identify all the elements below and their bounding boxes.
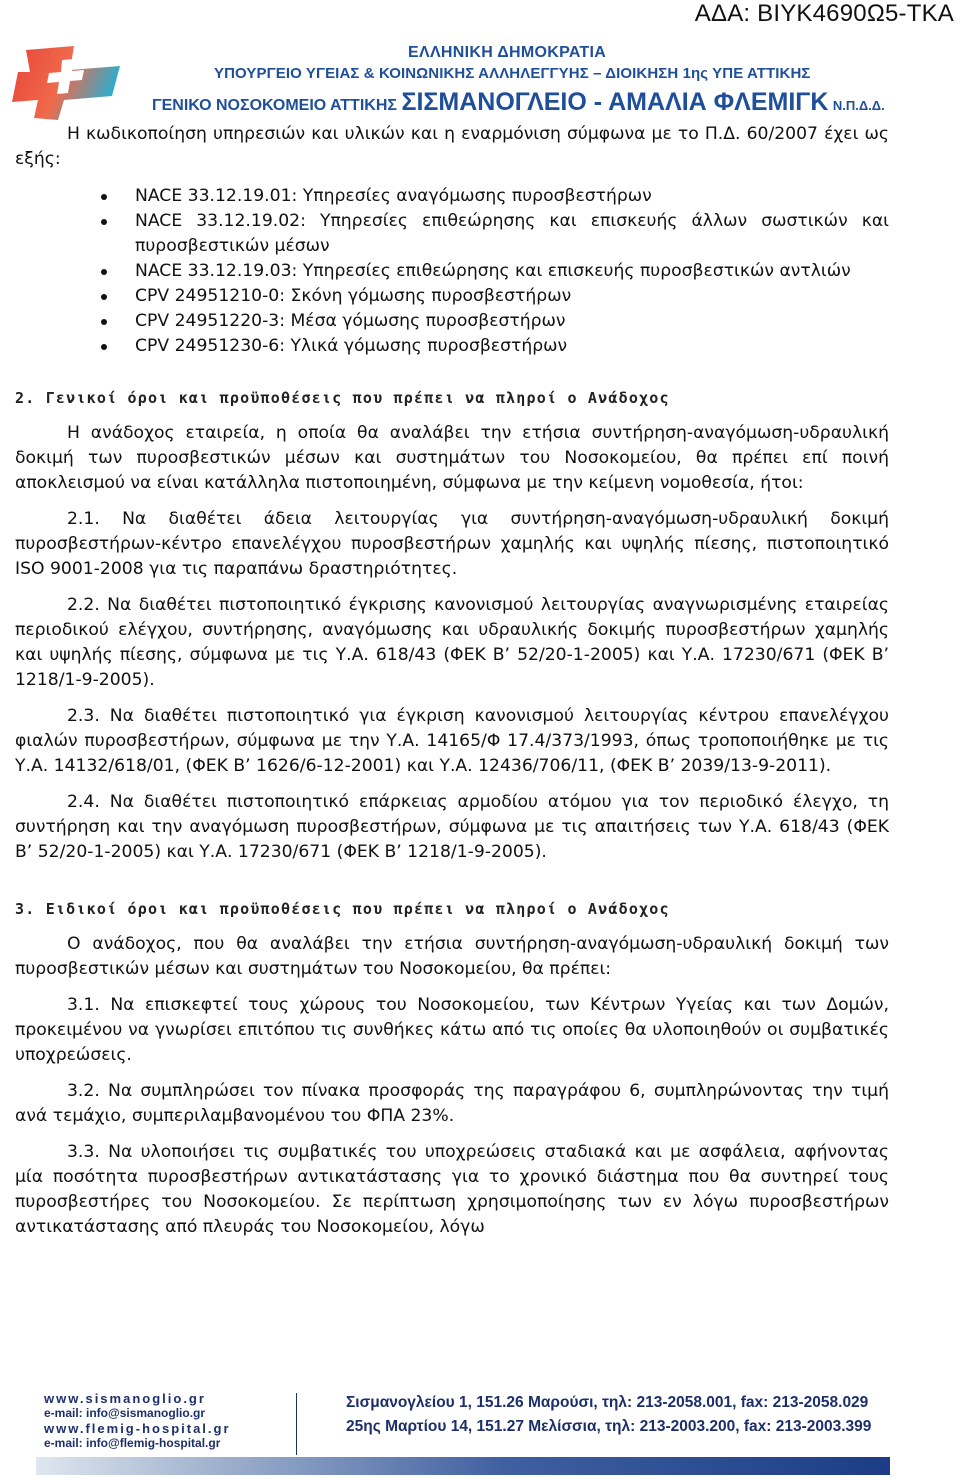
footer-bar <box>36 1457 890 1475</box>
section-3-intro: Ο ανάδοχος, που θα αναλάβει την ετήσια συντήρηση-αναγόμωση-υδραυλική δοκιμή των πυροσβεστικών μέσων και συστημάτων του Νοσοκομείου, θα πρέπει: <box>15 934 889 979</box>
list-item: NACE 33.12.19.03: Υπηρεσίες επιθεώρησης και επισκευής πυροσβεστικών αντλιών <box>135 259 889 284</box>
header-hospital <box>152 88 885 117</box>
section-2-heading: 2. Γενικοί όροι και προϋποθέσεις που πρέπει να πληροί ο Ανάδοχος <box>15 389 670 407</box>
footer-address-melissia: 25ης Μαρτίου 14, 151.27 Μελίσσια, τηλ: 213-2003.200, fax: 213-2003.399 <box>346 1418 872 1435</box>
header-ministry: ΥΠΟΥΡΓΕΙΟ ΥΓΕΙΑΣ & ΚΟΙΝΩΝΙΚΗΣ ΑΛΛΗΛΕΓΓΥΗΣ – ΔΙΟΙΚΗΣΗ 1ης ΥΠΕ ΑΤΤΙΚΗΣ <box>214 65 811 82</box>
section-3-item: 3.2. Να συμπληρώσει τον πίνακα προσφοράς της παραγράφου 6, συμπληρώνοντας την τιμή ανά τεμάχιο, συμπεριλαμβανομένου του ΦΠΑ 23%. <box>15 1081 889 1126</box>
section-3-heading: 3. Ειδικοί όροι και προϋποθέσεις που πρέπει να πληροί ο Ανάδοχος <box>15 900 670 918</box>
header-hospital-suffix: Ν.Π.Δ.Δ. <box>832 98 885 113</box>
codes-list <box>15 184 889 359</box>
list-item: CPV 24951210-0: Σκόνη γόμωσης πυροσβεστήρων <box>135 284 889 309</box>
list-item: NACE 33.12.19.01: Υπηρεσίες αναγόμωσης πυροσβεστήρων <box>135 184 889 209</box>
section-2-item: 2.4. Να διαθέτει πιστοποιητικό επάρκειας αρμοδίου ατόμου για τον περιοδικό έλεγχο, τη συντήρηση και την αναγόμωση πυροσβεστήρων, σύμφωνα με τις απαιτήσεις των Υ.Α. 618/43 (ΦΕΚ Β’ 52/20-1-2005) και Υ.Α. 17230/671 (ΦΕΚ Β’ 1218/1-9-2005). <box>15 792 889 862</box>
section-2-item: 2.3. Να διαθέτει πιστοποιητικό για έγκριση κανονισμού λειτουργίας κέντρου επανελέγχου φιαλών πυροσβεστήρων, σύμφωνα με την Υ.Α. 14165/Φ 17.4/373/1993, όπως τροποποιήθηκε με τις Υ.Α. 14132/618/01, (ΦΕΚ Β’ 1626/6-12-2001) και Υ.Α. 12436/706/11, (ΦΕΚ Β’ 2039/13-9-2011). <box>15 706 889 776</box>
footer-address-marousi: Σισμανογλείου 1, 151.26 Μαρούσι, τηλ: 213-2058.001, fax: 213-2058.029 <box>346 1394 869 1411</box>
header-hospital-prefix: ΓΕΝΙΚΟ ΝΟΣΟΚΟΜΕΙΟ ΑΤΤΙΚΗΣ <box>152 97 397 114</box>
footer-web-flemig: www.flemig-hospital.gr <box>44 1421 231 1436</box>
section-3-item: 3.3. Να υλοποιήσει τις συμβατικές του υποχρεώσεις σταδιακά και με ασφάλεια, αφήνοντας μία ποσότητα πυροσβεστήρων αντικατάστασης για το χρονικό διάστημα που θα συντηρεί τους πυροσβεστήρες του Νοσοκομείου. Σε περίπτωση χρησιμοποίησης των εν λόγω πυροσβεστήρων αντικατάστασης από πλευράς του Νοσοκομείου, λόγω <box>15 1142 889 1237</box>
footer-web-sismanoglio: www.sismanoglio.gr <box>44 1391 206 1406</box>
section-2-item: 2.1. Να διαθέτει άδεια λειτουργίας για συντήρηση-αναγόμωση-υδραυλική δοκιμή πυροσβεστήρων-κέντρο επανελέγχου πυροσβεστήρων χαμηλής και υψηλής πίεσης, πιστοποιητικό ISO 9001-2008 για τις παραπάνω δραστηριότητες. <box>15 509 889 579</box>
list-item: CPV 24951230-6: Υλικά γόμωσης πυροσβεστήρων <box>135 334 889 359</box>
page-footer <box>36 1385 890 1479</box>
ada-code: ΑΔΑ: ΒΙΥΚ4690Ω5-ΤΚΑ <box>694 0 954 27</box>
section-3-item: 3.1. Να επισκεφτεί τους χώρους του Νοσοκομείου, των Κέντρων Υγείας και των Δομών, προκειμένου να γνωρίσει επιτόπου τις συνθήκες κάτω από τις οποίες θα υλοποιηθούν οι συμβατικές υποχρεώσεις. <box>15 995 889 1065</box>
list-item: NACE 33.12.19.02: Υπηρεσίες επιθεώρησης και επισκευής άλλων σωστικών και πυροσβεστικών μέσων <box>135 209 889 259</box>
footer-addresses <box>346 1391 871 1439</box>
footer-email-flemig: e-mail: info@flemig-hospital.gr <box>44 1436 221 1450</box>
section-2-item: 2.2. Να διαθέτει πιστοποιητικό έγκρισης κανονισμού λειτουργίας αναγνωρισμένης εταιρείας περιοδικού ελέγχου, συντήρησης, αναγόμωσης και υδραυλικής δοκιμής πυροσβεστήρων χαμηλής και υψηλής πίεσης, σύμφωνα με τις Υ.Α. 618/43 (ΦΕΚ Β’ 52/20-1-2005) και Υ.Α. 17230/671 (ΦΕΚ Β’ 1218/1-9-2005). <box>15 595 889 690</box>
document-body <box>15 122 889 1240</box>
footer-divider <box>296 1393 297 1455</box>
header-hospital-name: ΣΙΣΜΑΝΟΓΛΕΙΟ - ΑΜΑΛΙΑ ΦΛΕΜΙΓΚ <box>401 88 829 116</box>
list-item: CPV 24951220-3: Μέσα γόμωσης πυροσβεστήρων <box>135 309 889 334</box>
hospital-cross-logo <box>8 44 130 122</box>
intro-paragraph: Η κωδικοποίηση υπηρεσιών και υλικών και η εναρμόνιση σύμφωνα με το Π.Δ. 60/2007 έχει ως εξής: <box>15 124 889 169</box>
footer-contacts <box>44 1391 231 1451</box>
footer-email-sismanoglio: e-mail: info@sismanoglio.gr <box>44 1406 206 1420</box>
header-republic: ΕΛΛΗΝΙΚΗ ΔΗΜΟΚΡΑΤΙΑ <box>408 44 607 61</box>
section-2-intro: Η ανάδοχος εταιρεία, η οποία θα αναλάβει την ετήσια συντήρηση-αναγόμωση-υδραυλική δοκιμή των πυροσβεστικών μέσων και συστημάτων του Νοσοκομείου, θα πρέπει επί ποινή αποκλεισμού να είναι κατάλληλα πιστοποιημένη, σύμφωνα με την κείμενη νομοθεσία, ήτοι: <box>15 423 889 493</box>
